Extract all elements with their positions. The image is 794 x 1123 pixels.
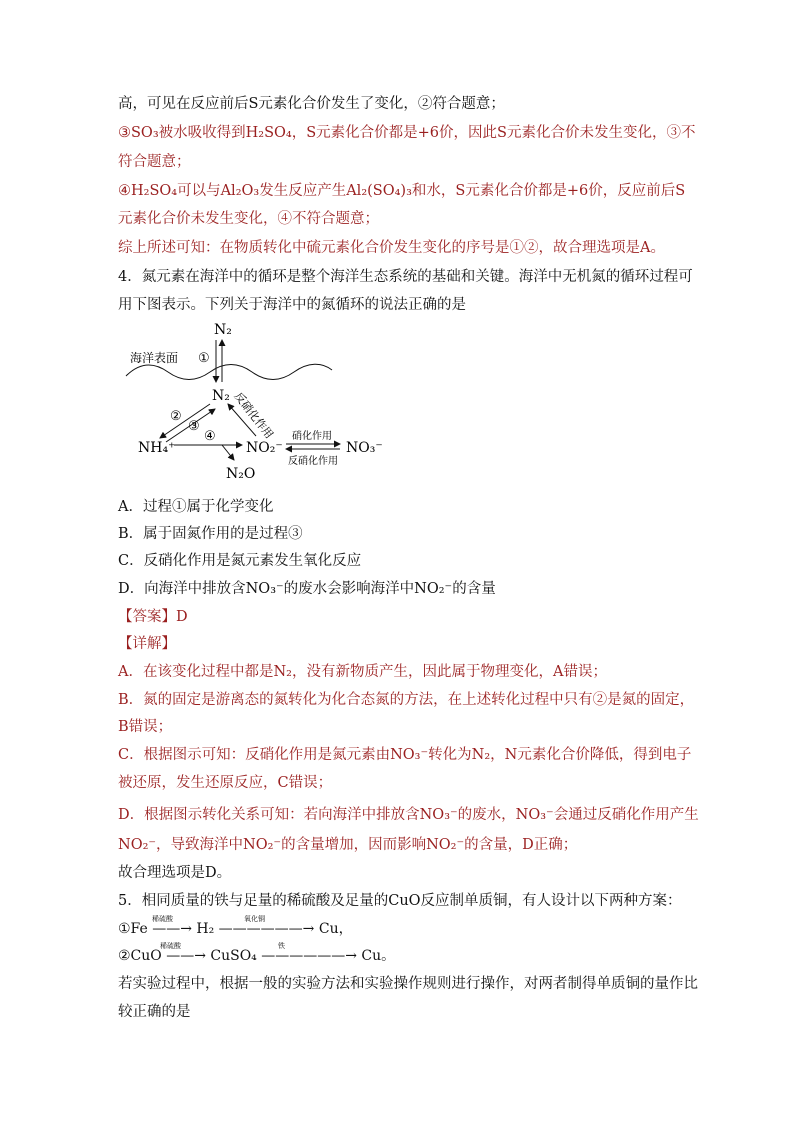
answer-label: 【答案】D [118, 609, 188, 625]
denitrification-lower-label: 反硝化作用 [288, 456, 338, 467]
scheme-2-reagent-iron: 铁 [278, 942, 285, 950]
option-d: D．向海洋中排放含NO₃⁻的废水会影响海洋中NO₂⁻的含量 [118, 581, 496, 597]
text-line: 综上所述可知：在物质转化中硫元素化合价发生变化的序号是①②，故合理选项是A。 [118, 240, 665, 256]
circle-1-label: ① [198, 351, 210, 366]
option-a: A．过程①属于化学变化 [118, 499, 274, 515]
no3-label: NO₃⁻ [346, 440, 383, 456]
question-5-stem: 较正确的是 [118, 1004, 191, 1020]
option-b: B．属于固氮作用的是过程③ [118, 526, 303, 542]
detail-c: 被还原，发生还原反应，C错误； [118, 775, 333, 791]
n2o-label: N₂O [226, 466, 256, 482]
detail-d: NO₂⁻，导致海洋中NO₂⁻的含量增加，因而影响NO₂⁻的含量，D正确； [118, 837, 578, 853]
text-line: ④H₂SO₄可以与Al₂O₃发生反应产生Al₂(SO₄)₃和水，S元素化合价都是+6价，反应前后S [118, 183, 686, 199]
scheme-1 [118, 919, 678, 939]
sea-surface-label: 海洋表面 [130, 351, 179, 365]
circle-3-label: ③ [188, 419, 200, 434]
scheme-1-reagent-cuo: 氧化铜 [244, 915, 265, 923]
sea-surface-line [126, 364, 332, 379]
nh4-label: NH₄⁺ [138, 440, 176, 456]
arrow-n2-to-nh4 [160, 404, 210, 438]
question-4-stem: 4．氮元素在海洋中的循环是整个海洋生态系统的基础和关键。海洋中无机氮的循环过程可 [118, 269, 693, 285]
detail-a: A．在该变化过程中都是N₂，没有新物质产生，因此属于物理变化，A错误； [118, 664, 607, 680]
detail-b: B．氮的固定是游离态的氮转化为化合态氮的方法，在上述转化过程中只有②是氮的固定， [118, 692, 695, 708]
text-line: 符合题意； [118, 154, 191, 170]
detail-end: 故合理选项是D。 [118, 865, 232, 881]
text-line: 高，可见在反应前后S元素化合价发生了变化，②符合题意； [118, 96, 505, 112]
arrow-to-n2o [222, 445, 234, 460]
text-line: ③SO₃被水吸收得到H₂SO₄，S元素化合价都是+6价，因此S元素化合价未发生变化，③不 [118, 125, 696, 141]
detail-c: C．根据图示可知：反硝化作用是氮元素由NO₃⁻转化为N₂，N元素化合价降低，得到电子 [118, 747, 692, 763]
detail-d: D．根据图示转化关系可知：若向海洋中排放含NO₃⁻的废水，NO₃⁻会通过反硝化作用产生 [118, 807, 699, 823]
nitrification-label: 硝化作用 [292, 431, 332, 442]
scheme-1-reagent-acid: 稀硫酸 [152, 915, 173, 923]
n2-mid-label: N₂ [212, 388, 230, 404]
scheme-2-text: ②CuO ——→ CuSO₄ ——————→ Cu。 [118, 948, 396, 964]
scheme-1-text: ①Fe ——→ H₂ ——————→ Cu， [118, 921, 353, 937]
circle-4-label: ④ [204, 429, 216, 444]
text-line: 元素化合价未发生变化，④不符合题意； [118, 211, 379, 227]
no2-label: NO₂⁻ [246, 440, 283, 456]
question-5-stem: 若实验过程中，根据一般的实验方法和实验操作规则进行操作，对两者制得单质铜的量作比 [118, 976, 698, 992]
nitrogen-cycle-diagram [118, 312, 398, 488]
detail-label: 【详解】 [118, 636, 176, 652]
n2-top-label: N₂ [214, 322, 232, 338]
option-c: C．反硝化作用是氮元素发生氧化反应 [118, 553, 362, 569]
question-4-stem: 用下图表示。下列关于海洋中的氮循环的说法正确的是 [118, 297, 466, 313]
circle-2-label: ② [170, 409, 182, 424]
scheme-2 [118, 946, 678, 966]
detail-b: B错误； [118, 719, 173, 735]
denitrification-diagonal-label: 反硝化作用 [231, 389, 276, 442]
scheme-2-reagent-acid: 稀硫酸 [160, 942, 181, 950]
question-5-stem: 5．相同质量的铁与足量的稀硫酸及足量的CuO反应制单质铜，有人设计以下两种方案： [118, 893, 682, 909]
